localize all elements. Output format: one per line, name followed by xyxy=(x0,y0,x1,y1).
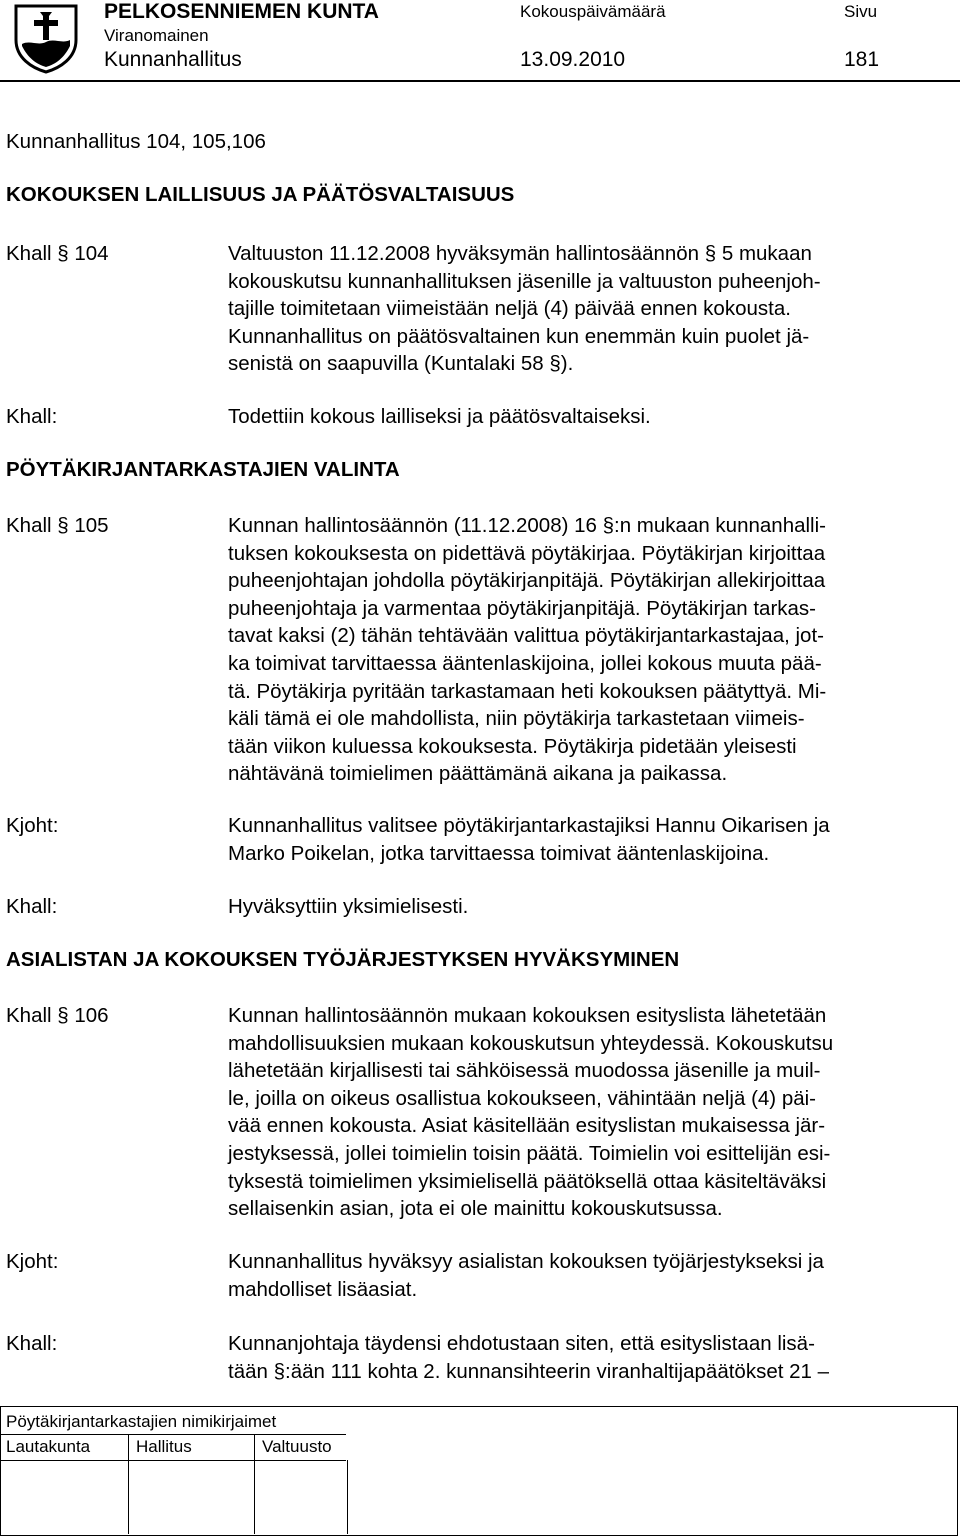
paragraph-line: Marko Poikelan, jotka tarvittaessa toimivat ääntenlaskijoina. xyxy=(228,841,770,865)
section-105-title: PÖYTÄKIRJANTARKASTAJIEN VALINTA xyxy=(6,458,400,481)
section-106-decision-label: Khall: xyxy=(6,1332,58,1355)
paragraph-line: Valtuuston 11.12.2008 hyväksymän hallintosäännön § 5 mukaan xyxy=(228,242,812,265)
paragraph-line: tavat kaksi (2) tähän tehtävään valittua pöytäkirjantarkastajaa, jot- xyxy=(228,624,824,648)
paragraph-line: tyksestä toimielimen yksimielisellä päätöksellä ottaa käsiteltäväksi xyxy=(228,1169,827,1193)
footer-column-valtuusto: Valtuusto xyxy=(262,1437,332,1456)
paragraph-line: ka toimivat tarvittaessa ääntenlaskijoina, jollei kokous muuta pää- xyxy=(228,651,822,675)
paragraph-line: Kunnanhallitus on päätösvaltainen kun enemmän kuin puolet jä- xyxy=(228,324,810,348)
section-106-label: Khall § 106 xyxy=(6,1004,109,1027)
paragraph-line: mahdollisuuksien mukaan kokouskutsun yhteydessä. Kokouskutsu xyxy=(228,1031,834,1055)
section-reference: Kunnanhallitus 104, 105,106 xyxy=(6,130,266,153)
footer-cell-divider xyxy=(254,1434,255,1534)
meeting-date: 13.09.2010 xyxy=(520,48,626,71)
section-105-decision: Hyväksyttiin yksimielisesti. xyxy=(228,895,469,918)
paragraph-line: Kunnanhallitus valitsee pöytäkirjantarkastajiksi Hannu Oikarisen ja xyxy=(228,814,830,837)
municipal-coat-of-arms-logo xyxy=(12,2,80,74)
section-104-body xyxy=(228,240,928,378)
meeting-date-label: Kokouspäivämäärä xyxy=(520,2,666,21)
paragraph-line: le, joilla on oikeus osallistua kokoukseen, vähintään neljä (4) päi- xyxy=(228,1086,817,1110)
paragraph-line: sellaisenkin asian, jota ei ole mainittu kokouskutsussa. xyxy=(228,1197,723,1221)
paragraph-line: käli tämä ei ole mahdollista, niin pöytäkirja tarkastetaan viimeis- xyxy=(228,707,805,731)
paragraph-line: vää ennen kokousta. Asiat käsitellään esityslistan mukaisessa jär- xyxy=(228,1114,826,1138)
paragraph-line: kokouskutsu kunnanhallituksen jäsenille ja valtuuston puheenjoh- xyxy=(228,269,821,293)
section-106-body xyxy=(228,1002,928,1223)
paragraph-line: jestyksessä, jollei toimielin toisin päätä. Toimielin voi esittelijän esi- xyxy=(228,1141,831,1165)
header-body-name: Kunnanhallitus xyxy=(104,48,242,71)
paragraph-line: tajille toimitetaan viimeistään neljä (4) päivää ennen kokousta. xyxy=(228,297,791,321)
section-106-decision xyxy=(228,1330,928,1385)
paragraph-line: tä. Pöytäkirja pyritään tarkastamaan heti kokouksen päätyttyä. Mi- xyxy=(228,679,827,703)
footer-header-divider xyxy=(0,1434,346,1435)
page-label: Sivu xyxy=(844,2,878,21)
header-subtitle: Viranomainen xyxy=(104,26,209,45)
organization-name: PELKOSENNIEMEN KUNTA xyxy=(104,0,379,23)
section-105-label: Khall § 105 xyxy=(6,514,109,537)
header-divider xyxy=(0,80,960,82)
footer-column-lautakunta: Lautakunta xyxy=(6,1437,91,1456)
section-104-label: Khall § 104 xyxy=(6,242,109,265)
section-106-title: ASIALISTAN JA KOKOUKSEN TYÖJÄRJESTYKSEN HYVÄKSYMINEN xyxy=(6,948,680,971)
section-105-proposal xyxy=(228,812,928,867)
footer-column-hallitus: Hallitus xyxy=(136,1437,192,1456)
paragraph-line: Kunnan hallintosäännön (11.12.2008) 16 §:n mukaan kunnanhalli- xyxy=(228,514,826,537)
footer-signature-cells xyxy=(0,1460,348,1534)
paragraph-line: Kunnan hallintosäännön mukaan kokouksen esityslista lähetetään xyxy=(228,1004,827,1027)
section-105-decision-label: Khall: xyxy=(6,895,58,918)
paragraph-line: puheenjohtajan johdolla pöytäkirjanpitäjä. Pöytäkirjan allekirjoittaa xyxy=(228,569,826,593)
section-105-proposal-label: Kjoht: xyxy=(6,814,59,837)
paragraph-line: tään §:ään 111 kohta 2. kunnansihteerin viranhaltijapäätökset 21 – xyxy=(228,1359,830,1383)
paragraph-line: tään viikon kuluessa kokouksesta. Pöytäkirja pidetään yleisesti xyxy=(228,734,797,758)
paragraph-line: Kunnanjohtaja täydensi ehdotustaan siten, että esityslistaan lisä- xyxy=(228,1332,815,1355)
footer-title: Pöytäkirjantarkastajien nimikirjaimet xyxy=(6,1412,277,1431)
paragraph-line: senistä on saapuvilla (Kuntalaki 58 §). xyxy=(228,352,574,376)
paragraph-line: nähtävänä toimielimen päättämänä aikana ja paikassa. xyxy=(228,762,728,786)
paragraph-line: lähetetään kirjallisesti tai sähköisessä muodossa jäsenille ja muil- xyxy=(228,1059,821,1083)
section-104-decision: Todettiin kokous lailliseksi ja päätösvaltaiseksi. xyxy=(228,405,651,428)
section-106-proposal-label: Kjoht: xyxy=(6,1250,59,1273)
page-number: 181 xyxy=(844,48,880,71)
paragraph-line: puheenjohtaja ja varmentaa pöytäkirjanpitäjä. Pöytäkirjan tarkas- xyxy=(228,596,817,620)
section-104-decision-label: Khall: xyxy=(6,405,58,428)
paragraph-line: Kunnanhallitus hyväksyy asialistan kokouksen työjärjestykseksi ja xyxy=(228,1250,824,1273)
section-106-proposal xyxy=(228,1248,928,1303)
footer-cell-divider xyxy=(128,1434,129,1534)
section-104-title: KOKOUKSEN LAILLISUUS JA PÄÄTÖSVALTAISUUS xyxy=(6,183,515,206)
footer-column-divider xyxy=(0,1460,346,1461)
paragraph-line: mahdolliset lisäasiat. xyxy=(228,1277,418,1301)
section-105-body xyxy=(228,512,928,788)
paragraph-line: tuksen kokouksesta on pidettävä pöytäkirjaa. Pöytäkirjan kirjoittaa xyxy=(228,541,826,565)
